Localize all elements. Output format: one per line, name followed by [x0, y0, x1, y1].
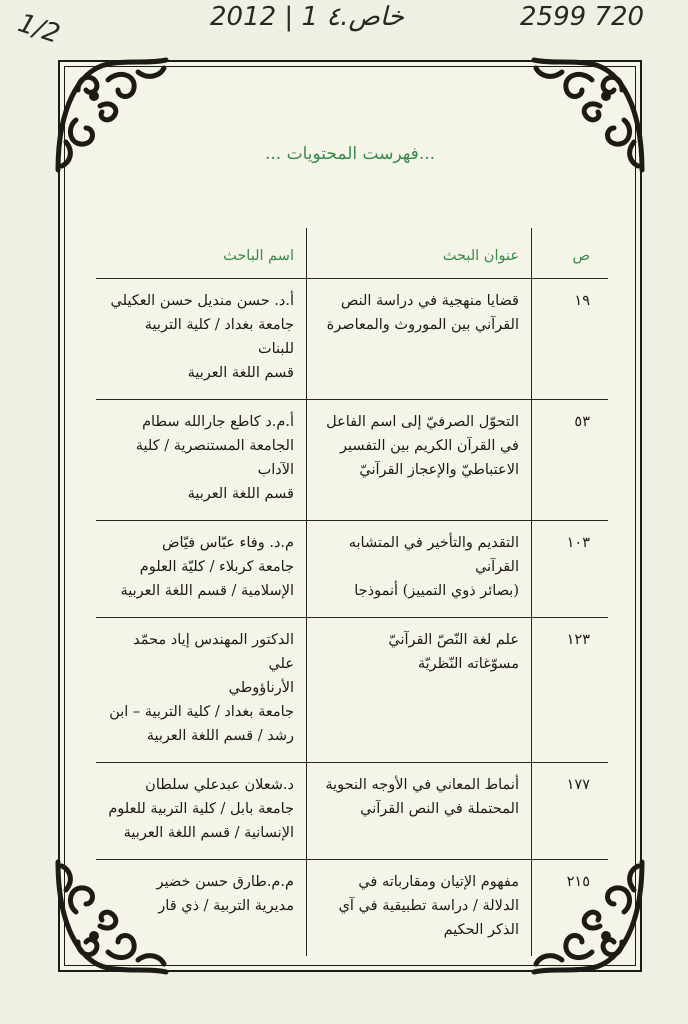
- researcher-line: جامعة بغداد / كلية التربية للبنات: [144, 317, 294, 357]
- researcher-line: مديرية التربية / ذي قار: [158, 898, 294, 914]
- researcher-name: [96, 279, 307, 400]
- title-line: في القرآن الكريم بين التفسير: [340, 438, 519, 454]
- researcher-line: الإنسانية / قسم اللغة العربية: [123, 825, 294, 841]
- title-line: التحوّل الصرفيّ إلى اسم الفاعل: [326, 414, 519, 430]
- page-number: ١٠٣: [532, 521, 609, 618]
- page-number: ٥٣: [532, 400, 609, 521]
- researcher-name: [96, 618, 307, 763]
- researcher-line: د.شعلان عبدعلي سلطان: [145, 777, 294, 793]
- researcher-name: [96, 763, 307, 860]
- title-line: الدلالة / دراسة تطبيقية في آي: [338, 898, 519, 914]
- researcher-name: [96, 400, 307, 521]
- researcher-line: الأرناؤوطي: [228, 680, 294, 696]
- researcher-line: الجامعة المستنصرية / كلية الآداب: [135, 438, 294, 478]
- paper-title: [307, 279, 532, 400]
- researcher-line: قسم اللغة العربية: [187, 486, 294, 502]
- handwritten-page-mark: 1/2: [14, 8, 64, 50]
- researcher-line: رشد / قسم اللغة العربية: [146, 728, 294, 744]
- researcher-line: قسم اللغة العربية: [187, 365, 294, 381]
- researcher-line: الإسلامية / قسم اللغة العربية: [120, 583, 294, 599]
- paper-title: [307, 521, 532, 618]
- researcher-line: جامعة بغداد / كلية التربية – ابن: [109, 704, 294, 720]
- header-page: ص: [532, 228, 609, 279]
- header-title: عنوان البحث: [307, 228, 532, 279]
- title-line: علم لغة النّصّ القرآنيّ: [388, 632, 519, 648]
- researcher-line: جامعة كربلاء / كليّة العلوم: [139, 559, 294, 575]
- page-number: ٢١٥: [532, 860, 609, 957]
- researcher-line: أ.م.د كاطع جارالله سطام: [142, 414, 294, 430]
- researcher-line: أ.د. حسن منديل حسن العكيلي: [110, 293, 294, 309]
- header-researcher: اسم الباحث: [96, 228, 307, 279]
- table-row: [96, 279, 608, 400]
- researcher-line: جامعة بابل / كلية التربية للعلوم: [108, 801, 294, 817]
- researcher-line: م.د. وفاء عبّاس فيّاض: [161, 535, 294, 551]
- title-line: القرآني: [475, 559, 519, 575]
- table-row: [96, 618, 608, 763]
- title-line: (بصائر ذوي التمييز) أنموذجا: [354, 583, 519, 599]
- title-line: الاعتباطيّ والإعجاز القرآنيّ: [359, 462, 519, 478]
- paper-title: [307, 618, 532, 763]
- researcher-name: [96, 521, 307, 618]
- title-line: مفهوم الإتيان ومقارباته في: [358, 874, 519, 890]
- title-line: قضايا منهجية في دراسة النص: [340, 293, 519, 309]
- ornamental-frame: [58, 60, 642, 972]
- title-line: التقديم والتأخير في المتشابه: [348, 535, 519, 551]
- page-number: ١٧٧: [532, 763, 609, 860]
- page-title: ... فهرست المحتويات...: [264, 144, 436, 164]
- page-number: ١٩: [532, 279, 609, 400]
- paper-title: [307, 400, 532, 521]
- contents-table: [96, 228, 608, 956]
- researcher-name: [96, 860, 307, 957]
- table-row: [96, 521, 608, 618]
- table-header-row: [96, 228, 608, 279]
- title-line: أنماط المعاني في الأوجه النحوية: [325, 777, 519, 793]
- page-number: ١٢٣: [532, 618, 609, 763]
- table-row: [96, 400, 608, 521]
- title-line: القرآني بين الموروث والمعاصرة: [326, 317, 519, 333]
- title-line: الذكر الحكيم: [443, 922, 519, 938]
- researcher-line: الدكتور المهندس إياد محمّد علي: [133, 632, 294, 672]
- researcher-line: م.م.طارق حسن خضير: [156, 874, 294, 890]
- paper-title: [307, 763, 532, 860]
- table-row: [96, 860, 608, 957]
- handwritten-number: 2599 720: [520, 2, 645, 32]
- handwritten-date-note: 2012 | 1 خاص.٤: [210, 2, 404, 32]
- table-row: [96, 763, 608, 860]
- title-line: مسوّغاته النّظريّة: [417, 656, 519, 672]
- paper-title: [307, 860, 532, 957]
- title-line: المحتملة في النص القرآني: [360, 801, 519, 817]
